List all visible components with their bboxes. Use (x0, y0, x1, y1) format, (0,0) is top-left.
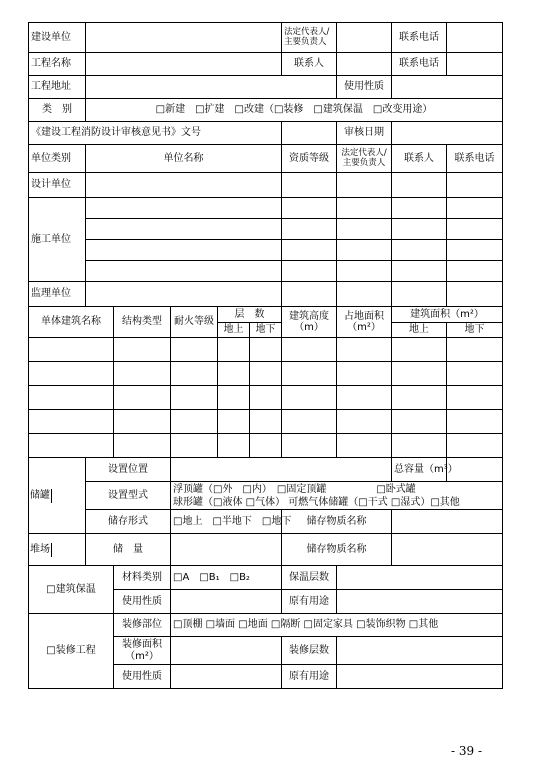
construction-unit-name[interactable] (86, 240, 282, 261)
decoration-parts-label: 装修部位 (114, 614, 171, 637)
design-unit-cell[interactable] (447, 173, 503, 198)
building-row-cell[interactable] (250, 362, 282, 386)
decoration-area-value[interactable] (171, 637, 282, 665)
building-row-cell[interactable] (447, 434, 503, 458)
construction-unit-name[interactable] (86, 198, 282, 219)
review-date-label: 审核日期 (337, 122, 392, 145)
building-row-cell[interactable] (114, 362, 171, 386)
building-row-cell[interactable] (218, 410, 250, 434)
building-row-cell[interactable] (282, 386, 337, 410)
building-row-cell[interactable] (218, 338, 250, 362)
insulation-orig-use-label: 原有用途 (282, 590, 337, 614)
building-row-cell[interactable] (250, 434, 282, 458)
construction-cell[interactable] (447, 240, 503, 261)
building-row-cell[interactable] (392, 434, 447, 458)
construction-cell[interactable] (447, 261, 503, 282)
building-row-cell[interactable] (392, 386, 447, 410)
contact-label: 联系人 (282, 53, 337, 76)
building-row-cell[interactable] (447, 338, 503, 362)
building-row-cell[interactable] (114, 434, 171, 458)
construction-cell[interactable] (282, 198, 337, 219)
tank-label: 储罐 (30, 489, 50, 501)
form-options[interactable]: □地上 □半地下 □地下 (171, 510, 282, 534)
decoration-usage-value[interactable] (171, 665, 282, 689)
supervision-cell[interactable] (337, 282, 392, 307)
building-row-cell[interactable] (218, 386, 250, 410)
qualification-header: 资质等级 (282, 145, 337, 173)
usage-value[interactable] (392, 76, 503, 99)
building-row-cell[interactable] (29, 338, 114, 362)
project-address-value[interactable] (86, 76, 337, 99)
construction-unit-label: 建设单位 (29, 23, 86, 53)
decoration-orig-use-value[interactable] (337, 665, 503, 689)
building-row-cell[interactable] (29, 434, 114, 458)
construction-unit-value[interactable] (86, 23, 282, 53)
usage-label: 使用性质 (337, 76, 392, 99)
construction-unit-name[interactable] (86, 261, 282, 282)
building-row-cell[interactable] (218, 434, 250, 458)
category-label: 类 别 (29, 99, 86, 122)
review-date-value[interactable] (392, 122, 503, 145)
construction-cell[interactable] (447, 198, 503, 219)
construction-cell[interactable] (337, 240, 392, 261)
supervision-cell[interactable] (447, 282, 503, 307)
insulation-layers-value[interactable] (337, 566, 503, 590)
building-row-cell[interactable] (218, 362, 250, 386)
construction-cell[interactable] (392, 240, 447, 261)
decoration-area-label: 装修面积（m²） (114, 637, 171, 665)
area-below-header: 地下 (447, 323, 503, 338)
material-b2-checkbox[interactable]: □B₂ (229, 571, 250, 583)
location-label: 设置位置 (86, 458, 171, 482)
floors-header: 层 数 (218, 307, 282, 323)
building-row-cell[interactable] (447, 386, 503, 410)
building-name-header: 单体建筑名称 (29, 307, 114, 338)
material-name-value[interactable] (392, 510, 503, 534)
unit-name-header: 单位名称 (86, 145, 282, 173)
material-options[interactable] (171, 566, 282, 590)
contact-header: 联系人 (392, 145, 447, 173)
storage-block (29, 458, 86, 534)
insulation-usage-label: 使用性质 (114, 590, 171, 614)
type-line-2: 球形罐（□液体 □气体） 可燃气体储罐（□干式 □湿式）□其他 (173, 496, 460, 508)
construction-cell[interactable] (337, 219, 392, 240)
decoration-orig-use-label: 原有用途 (282, 665, 337, 689)
building-row-cell[interactable] (337, 410, 392, 434)
construction-cell[interactable] (282, 240, 337, 261)
design-unit-cell[interactable] (392, 173, 447, 198)
construction-unit-name[interactable] (86, 219, 282, 240)
legal-rep-label: 法定代表人/主要负责人 (282, 23, 337, 53)
height-header: 建筑高度（m） (282, 307, 337, 338)
building-row-cell[interactable] (337, 362, 392, 386)
opinion-doc-label: 《建设工程消防设计审核意见书》文号 (29, 122, 282, 145)
decoration-parts-options[interactable]: □顶棚 □墙面 □地面 □隔断 □固定家具 □装饰织物 □其他 (171, 614, 503, 637)
area-above-header: 地上 (392, 323, 447, 338)
area-header: 建筑面积（m²） (392, 307, 503, 323)
floors-above-header: 地上 (218, 323, 250, 338)
yard-material-value[interactable] (392, 534, 503, 566)
building-row-cell[interactable] (171, 362, 218, 386)
type-options[interactable] (171, 482, 503, 510)
decoration-checkbox[interactable]: □装修工程 (29, 614, 114, 689)
structure-type-header: 结构类型 (114, 307, 171, 338)
decoration-layers-value[interactable] (337, 637, 503, 665)
phone-label: 联系电话 (392, 23, 447, 53)
page-number: - 39 - (451, 744, 483, 758)
building-row-cell[interactable] (29, 410, 114, 434)
phone-value-2[interactable] (447, 53, 503, 76)
capacity-label: 总容量（m³） (392, 458, 447, 482)
construction-cell[interactable] (392, 219, 447, 240)
design-unit-cell[interactable] (282, 173, 337, 198)
building-row-cell[interactable] (171, 338, 218, 362)
building-row-cell[interactable] (282, 410, 337, 434)
material-b1-checkbox[interactable]: □B₁ (199, 571, 220, 583)
category-options[interactable]: □新建 □扩建 □改建（□装修 □建筑保温 □改变用途） (86, 99, 503, 122)
type-label: 设置型式 (86, 482, 171, 510)
building-row-cell[interactable] (250, 386, 282, 410)
building-row-cell[interactable] (282, 362, 337, 386)
building-row-cell[interactable] (250, 410, 282, 434)
building-row-cell[interactable] (282, 338, 337, 362)
building-row-cell[interactable] (250, 338, 282, 362)
material-type-label: 材料类别 (114, 566, 171, 590)
building-row-cell[interactable] (392, 362, 447, 386)
phone-label-2: 联系电话 (392, 53, 447, 76)
supervision-cell[interactable] (392, 282, 447, 307)
phone-value[interactable] (447, 23, 503, 53)
decoration-usage-label: 使用性质 (114, 665, 171, 689)
amount-value[interactable] (171, 534, 282, 566)
opinion-doc-value[interactable] (282, 122, 337, 145)
project-name-label: 工程名称 (29, 53, 86, 76)
form-label: 储存形式 (86, 510, 171, 534)
construction-cell[interactable] (447, 219, 503, 240)
construction-cell[interactable] (337, 261, 392, 282)
project-address-label: 工程地址 (29, 76, 86, 99)
yard-label: 堆场 (30, 543, 50, 555)
yard-material-label: 储存物质名称 (282, 534, 392, 566)
building-row-cell[interactable] (114, 338, 171, 362)
project-name-value[interactable] (86, 53, 282, 76)
floors-below-header: 地下 (250, 323, 282, 338)
construction-cell[interactable] (337, 198, 392, 219)
building-row-cell[interactable] (282, 434, 337, 458)
footprint-header: 占地面积（m²） (337, 307, 392, 338)
building-row-cell[interactable] (392, 338, 447, 362)
construction-cell[interactable] (392, 261, 447, 282)
supervision-unit-label: 监理单位 (29, 282, 86, 307)
fire-rating-header: 耐火等级 (171, 307, 218, 338)
legal-rep-header: 法定代表人/主要负责人 (337, 145, 392, 173)
decoration-layers-label: 装修层数 (282, 637, 337, 665)
construction-cell[interactable] (282, 219, 337, 240)
building-row-cell[interactable] (171, 434, 218, 458)
design-unit-name[interactable] (86, 173, 282, 198)
supervision-unit-name[interactable] (86, 282, 282, 307)
building-row-cell[interactable] (337, 386, 392, 410)
construction-cell[interactable] (392, 198, 447, 219)
building-row-cell[interactable] (447, 410, 503, 434)
unit-type-header: 单位类别 (29, 145, 86, 173)
type-line-1: 浮顶罐（□外 □内） □固定顶罐 □卧式罐 (173, 483, 416, 495)
building-row-cell[interactable] (447, 362, 503, 386)
building-row-cell[interactable] (392, 410, 447, 434)
building-row-cell[interactable] (114, 386, 171, 410)
building-row-cell[interactable] (171, 386, 218, 410)
design-unit-label: 设计单位 (29, 173, 86, 198)
building-row-cell[interactable] (29, 362, 114, 386)
insulation-layers-label: 保温层数 (282, 566, 337, 590)
material-name-label: 储存物质名称 (282, 510, 392, 534)
supervision-cell[interactable] (282, 282, 337, 307)
insulation-checkbox[interactable]: □建筑保温 (29, 566, 114, 614)
legal-rep-value[interactable] (337, 23, 392, 53)
building-row-cell[interactable] (337, 434, 392, 458)
design-unit-cell[interactable] (337, 173, 392, 198)
material-a-checkbox[interactable]: □A (173, 571, 190, 583)
building-row-cell[interactable] (114, 410, 171, 434)
insulation-orig-use-value[interactable] (337, 590, 503, 614)
insulation-usage-value[interactable] (171, 590, 282, 614)
phone-header: 联系电话 (447, 145, 503, 173)
building-row-cell[interactable] (171, 410, 218, 434)
construction-cell[interactable] (282, 261, 337, 282)
contact-value[interactable] (337, 53, 392, 76)
building-row-cell[interactable] (29, 386, 114, 410)
yard-block (29, 534, 86, 566)
construction-unit-row-label: 施工单位 (29, 198, 86, 282)
registration-form (28, 22, 503, 689)
building-row-cell[interactable] (337, 338, 392, 362)
location-value[interactable] (171, 458, 392, 482)
amount-label: 储 量 (86, 534, 171, 566)
